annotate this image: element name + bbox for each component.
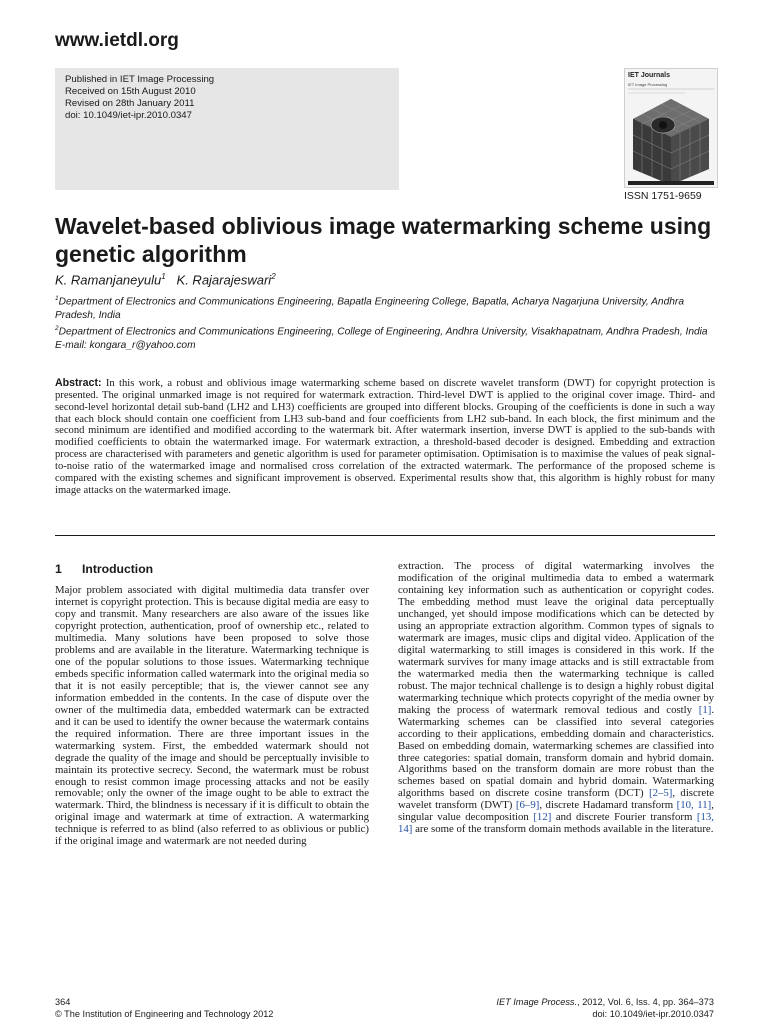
section-divider — [55, 535, 715, 536]
article-title: Wavelet-based oblivious image watermarking scheme using genetic algorithm — [55, 213, 712, 267]
revised-date: Revised on 28th January 2011 — [65, 98, 195, 109]
abstract-text: In this work, a robust and oblivious image watermarking scheme based on discrete wavelet transform (DWT) for copyright protection is presented. The original unmarked image is not required for watermark extraction. Third-level DWT is applied to the original cover image. Third- and second-level horizontal detail sub-band (LH2 and LH3) coefficients are grouped into different blocks. Grouping of the coefficients is done in such a way that each block should contain one coefficient from LH3 sub-band and four coefficients from LH2 sub-band. In each block, the first minimum and the second minimum are identified and modified according to the watermark bit. After watermark insertion, inverse DWT is applied to the sub-bands with modified coefficients to obtain the watermarked image. For watermark extraction, a threshold-based decoder is designed. Embedding and extraction process are characterised with parameters and genetic algorithm is used for parameter optimisation. Optimisation is to maximise the values of peak signal-to-noise ratio of the watermarked image and normalised cross correlation of the extracted watermark. The performance of the proposed scheme is compared with the existing schemes and significant improvement is observed. Experimental results show that, this algorithm is highly robust for many image attacks on the watermarked image. — [55, 378, 715, 496]
body-column-right — [398, 561, 714, 836]
paragraph: Major problem associated with digital multimedia data transfer over internet is copyright protection. This is because digital media are easy to copy and transmit. Many researchers are also aware of the issues like copyright protection, authentication, proof of ownership etc., related to multimedia. Many solutions have been proposed to solve those problems and are available in the literature. Watermarking technique is one of the popular solutions to those issues. Watermarking technique embeds specific information called watermark into the original media so that it is not easily perceptible; that is, the viewer cannot see any information embedded in the contents. In the case of dispute over the owner of the multimedia data, embedded watermark can be extracted and it can be used to identify the owner because the watermark contains the required information. There are three important issues in the watermarking system. First, the embedded watermark should not degrade the quality of the image and should be perceptually invisible to maintain its protective secrecy. Second, the watermark must be robust enough to resist common image processing attacks and not be easily removable; only the owner of the image ought to be able to extract the watermark. Third, the blindness is necessary if it is difficult to obtain the original image and watermark at time of extraction. A watermarking technique is referred to as blind (also referred to as oblivious or public) if the original image and watermark are not needed during — [55, 584, 369, 848]
text-run: are some of the transform domain methods available in the literature. — [415, 823, 714, 836]
issn: ISSN 1751-9659 — [624, 190, 702, 202]
author-name: K. Ramanjaneyulu — [55, 272, 162, 288]
affiliation — [55, 322, 717, 339]
received-date: Received on 15th August 2010 — [65, 86, 196, 97]
copyright: © The Institution of Engineering and Technology 2012 — [55, 1009, 274, 1019]
affiliation-mark: 2 — [55, 325, 59, 333]
text-run: extraction. The process of digital watermarking involves the modification of the original multimedia data to embed a watermark containing key information such as authentication or copyright codes. The embedding method must leave the original data perceptually unchanged, yet should impose modifications which can be detected by using an appropriate extraction algorithm. Common types of signals to watermark are images, music clips and digital video. Application of the digital watermarking to still images is considered in this work. If the watermark survives for many image attacks and is still extractable from the watermarked media then the watermarking technique is called robust. The major technical challenge is to design a highly robust digital watermarking technique which protects copyright of the media owner by making the process of watermark removal tedious and costly — [398, 560, 714, 716]
volume-info: , 2012, Vol. 6, Iss. 4, pp. 364–373 — [577, 997, 714, 1007]
citation-link[interactable]: [10, 11] — [676, 799, 712, 812]
text-run: , discrete Hadamard transform — [539, 799, 674, 812]
section-heading — [55, 562, 153, 576]
text-run: , singular value decomposition — [398, 799, 714, 824]
affiliation-text: Department of Electronics and Communications Engineering, College of Engineering, Andhra University, Visakhapatnam, Andhra Pradesh, India — [58, 326, 708, 338]
section-number: 1 — [55, 562, 62, 576]
journal-reference — [496, 996, 714, 1008]
cover-journal-name: IET Image Processing — [628, 82, 668, 87]
text-run: , discrete wavelet transform (DWT) — [398, 787, 714, 812]
author-name: K. Rajarajeswari — [176, 272, 272, 288]
text-run: and discrete Fourier transform — [555, 811, 693, 824]
publication-info-box — [55, 68, 399, 190]
citation-link[interactable]: [6–9] — [515, 799, 540, 812]
affiliation-text: Department of Electronics and Communications Engineering, Bapatla Engineering College, Bapatla, Acharya Nagarjuna University, Andhra Pradesh, India — [55, 296, 684, 321]
section-title: Introduction — [82, 562, 154, 576]
journal-cover-image — [624, 68, 718, 188]
body-column-left — [55, 585, 369, 848]
author-affiliation-mark: 2 — [271, 272, 276, 281]
affiliations — [55, 292, 717, 353]
cover-artwork-icon — [625, 69, 717, 187]
abstract — [55, 378, 715, 496]
abstract-label: Abstract: — [55, 377, 102, 389]
footer-left — [55, 996, 273, 1020]
citation-link[interactable]: [13, 14] — [398, 811, 714, 836]
paragraph — [398, 561, 714, 836]
author-email[interactable]: E-mail: kongara_r@yahoo.com — [55, 340, 196, 352]
author-affiliation-mark: 1 — [161, 272, 166, 281]
authors — [55, 272, 276, 287]
doi-footer: doi: 10.1049/iet-ipr.2010.0347 — [592, 1009, 714, 1019]
doi-header: doi: 10.1049/iet-ipr.2010.0347 — [65, 110, 192, 121]
cover-logo: IET Journals — [628, 72, 671, 79]
affiliation-mark: 1 — [55, 295, 59, 302]
citation-link[interactable]: [12] — [533, 811, 552, 824]
page-number: 364 — [55, 997, 71, 1007]
published-in: Published in IET Image Processing — [65, 74, 215, 85]
footer-right — [496, 996, 714, 1020]
site-url[interactable]: www.ietdl.org — [55, 30, 179, 51]
text-run: . Watermarking schemes can be classified into several categories according to their applications, embedding domain and characteristics. Based on embedding domain, watermarking schemes are classified into three categories: spatial domain, transform domain and hybrid domain. Algorithms based on the transform domain are more robust than the schemes based on spatial domain and hybrid domain. Watermarking algorithms based on discrete cosine transform (DCT) — [398, 703, 715, 800]
journal-abbrev: IET Image Process. — [496, 997, 578, 1007]
affiliation — [55, 292, 717, 322]
citation-link[interactable]: [2–5] — [648, 787, 673, 800]
citation-link[interactable]: [1] — [698, 703, 712, 716]
